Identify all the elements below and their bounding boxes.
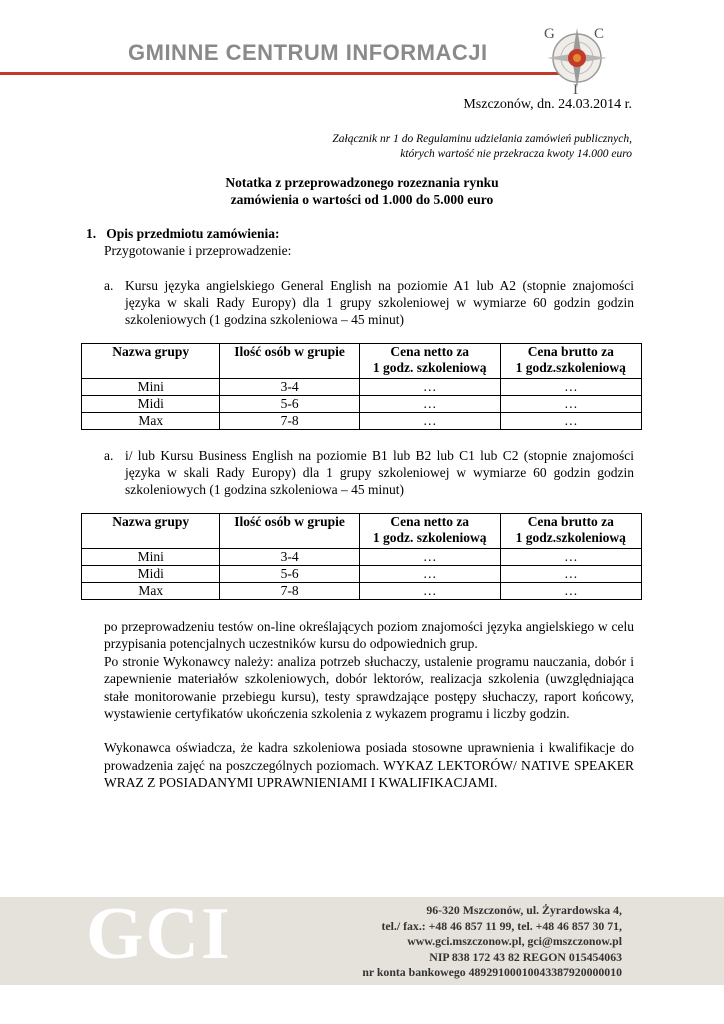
document-title [0, 174, 724, 208]
cell-gross-price: … [500, 583, 641, 600]
table-row [82, 566, 642, 583]
logo-letter-i: I [573, 82, 578, 98]
col-header-group-name: Nazwa grupy [82, 514, 220, 549]
col-header-gross-price: Cena brutto za 1 godz.szkoleniową [500, 514, 641, 549]
cell-group-name: Max [82, 583, 220, 600]
item-text: i/ lub Kursu Business English na poziomie B1 lub B2 lub C1 lub C2 (stopnie znajomości języka w skali Rady Europy) dla 1 grupy szkoleniowej w wymiarze 60 godzin godzin szkoleniowych (1 godzina szkoleniowa – 45 minut) [125, 448, 634, 497]
table-row [82, 583, 642, 600]
footer-bank-account: nr konta bankowego 48929100010043387920000010 [362, 965, 622, 979]
logo-letter-c: C [594, 26, 605, 42]
table-row [82, 549, 642, 566]
cell-group-size: 5-6 [220, 566, 359, 583]
header-rule [0, 72, 560, 75]
cell-group-name: Midi [82, 566, 220, 583]
cell-gross-price: … [500, 413, 641, 430]
cell-group-size: 7-8 [220, 583, 359, 600]
cell-net-price: … [359, 549, 500, 566]
annex-note [332, 132, 632, 162]
cell-net-price: … [359, 413, 500, 430]
table-row [82, 396, 642, 413]
col-header-gross-price: Cena brutto za 1 godz.szkoleniową [500, 344, 641, 379]
footer-nip-regon: NIP 838 172 43 82 REGON 015454063 [429, 949, 622, 964]
cell-gross-price: … [500, 549, 641, 566]
cell-gross-price: … [500, 396, 641, 413]
footer-phone: tel./ fax.: +48 46 857 11 99, tel. +48 46 857 30 71, [381, 918, 622, 933]
item-label: a. [104, 448, 114, 463]
cell-net-price: … [359, 566, 500, 583]
cell-group-size: 5-6 [220, 396, 359, 413]
footer-address: 96-320 Mszczonów, ul. Żyrardowska 4, [426, 903, 622, 917]
title-line-1: Notatka z przeprowadzonego rozeznania rynku [225, 175, 499, 190]
paragraph-contractor-duties: Po stronie Wykonawcy należy: analiza potrzeb słuchaczy, ustalenie programu nauczania, dobór i zapewnienie materiałów szkoleniowych, dobór lektorów, realizacja szkolenia (uwzględniająca stałe monitorowanie przebiegu kursu), testy sprawdzające postępy słuchaczy, raport końcowy, wystawienie certyfikatów ukończenia szkolenia z wykazem programu i liczby godzin. [104, 653, 634, 722]
item-label: a. [104, 278, 114, 293]
item-business-english [104, 447, 634, 498]
cell-gross-price: … [500, 566, 641, 583]
col-header-net-price: Cena netto za 1 godz. szkoleniową [359, 344, 500, 379]
table-row [82, 379, 642, 396]
cell-group-size: 3-4 [220, 379, 359, 396]
table-header-row [82, 514, 642, 549]
col-header-group-size: Ilość osób w grupie [220, 514, 359, 549]
gci-logo [538, 20, 616, 100]
logo-letter-g: G [544, 26, 555, 42]
item-text: Kursu języka angielskiego General English na poziomie A1 lub A2 (stopnie znajomości języka w skali Rady Europy) dla 1 grupy szkoleniowej w wymiarze 60 godzin godzin szkoleniowych (1 godzina szkoleniowa – 45 minut) [125, 278, 634, 327]
item-general-english [104, 277, 634, 328]
price-table-general [81, 343, 642, 430]
footer-logo: GCI [86, 893, 232, 975]
title-line-2: zamówienia o wartości od 1.000 do 5.000 euro [230, 192, 494, 207]
org-name: GMINNE CENTRUM INFORMACJI [128, 40, 488, 65]
cell-net-price: … [359, 583, 500, 600]
annex-line-2: których wartość nie przekracza kwoty 14.000 euro [400, 148, 632, 160]
cell-net-price: … [359, 396, 500, 413]
price-table-business [81, 513, 642, 600]
paragraph-testing: po przeprowadzeniu testów on-line określających poziom znajomości języka angielskiego w celu przypisania potencjalnych uczestników kursu do odpowiednich grup. [104, 619, 634, 652]
col-header-group-name: Nazwa grupy [82, 344, 220, 379]
cell-group-name: Mini [82, 379, 220, 396]
footer-web-email: www.gci.mszczonow.pl, gci@mszczonow.pl [407, 934, 622, 948]
paragraph-contractor-statement: Wykonawca oświadcza, że kadra szkoleniowa posiada stosowne uprawnienia i kwalifikacje do prowadzenia zajęć na poszczególnych poziomach. WYKAZ LEKTORÓW/ NATIVE SPEAKER WRAZ Z POSIADANYMI UPRAWNIENIAMI I KWALIFIKACJAMI. [104, 740, 634, 791]
table-header-row [82, 344, 642, 379]
body-text [104, 618, 634, 792]
cell-group-size: 7-8 [220, 413, 359, 430]
cell-group-name: Midi [82, 396, 220, 413]
date-line: Mszczonów, dn. 24.03.2014 r. [463, 97, 632, 112]
cell-group-name: Mini [82, 549, 220, 566]
section-subheading: Przygotowanie i przeprowadzenie: [104, 243, 292, 258]
cell-group-size: 3-4 [220, 549, 359, 566]
cell-gross-price: … [500, 379, 641, 396]
col-header-group-size: Ilość osób w grupie [220, 344, 359, 379]
col-header-net-price: Cena netto za 1 godz. szkoleniową [359, 514, 500, 549]
table-row [82, 413, 642, 430]
annex-line-1: Załącznik nr 1 do Regulaminu udzielania zamówień publicznych, [332, 133, 632, 145]
section-heading: 1. Opis przedmiotu zamówienia: [86, 226, 280, 241]
cell-group-name: Max [82, 413, 220, 430]
cell-net-price: … [359, 379, 500, 396]
footer-contact [362, 903, 622, 981]
